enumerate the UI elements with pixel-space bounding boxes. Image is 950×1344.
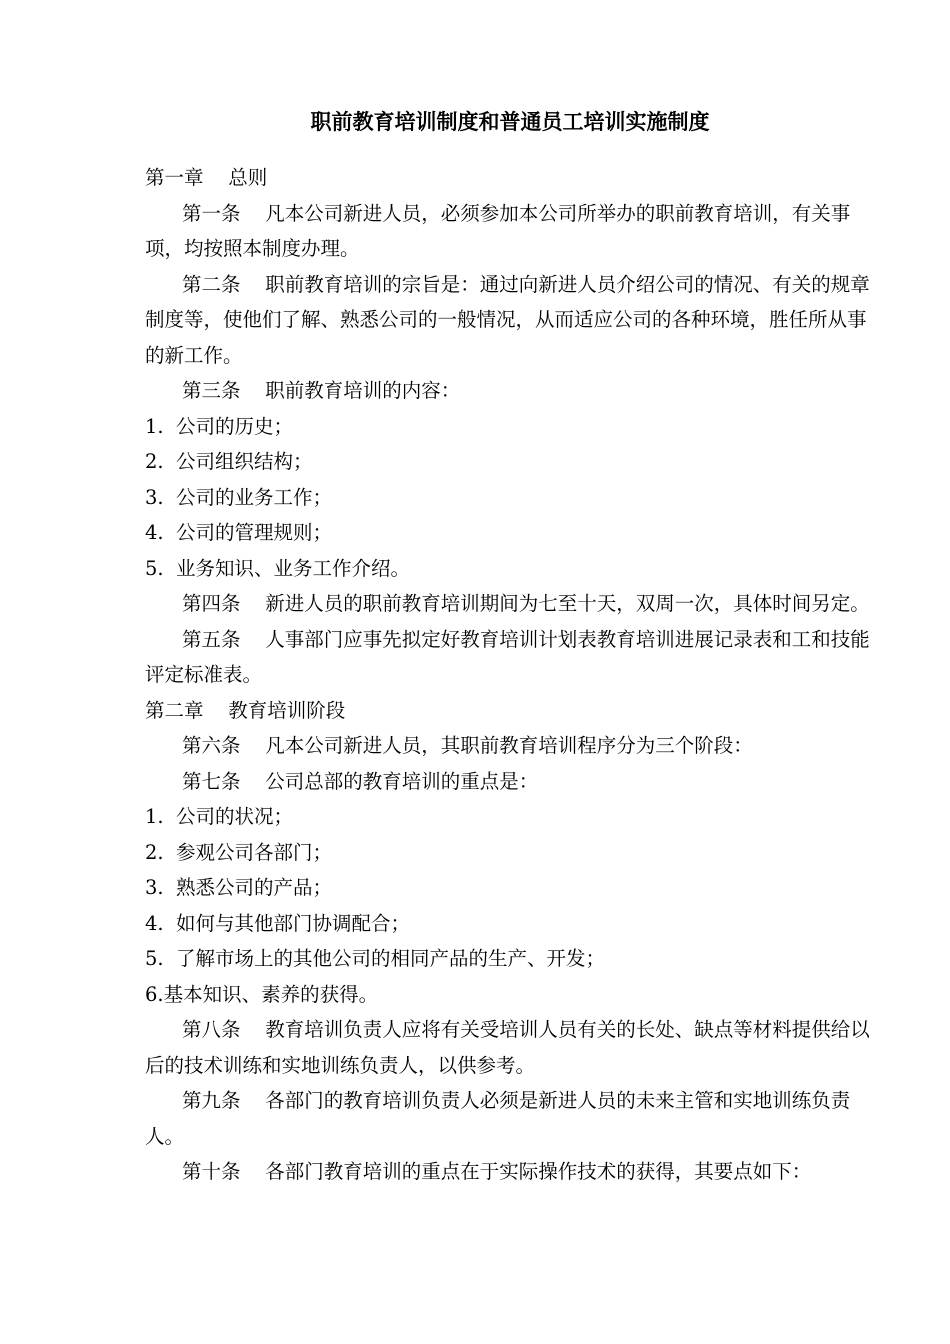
article-paragraph: 第二条 职前教育培训的宗旨是：通过向新进人员介绍公司的情况、有关的规章制度等，使他们了解、熟悉公司的一般情况，从而适应公司的各种环境，胜任所从事的新工作。	[145, 272, 870, 367]
list-item: 4. 公司的管理规则；	[145, 521, 333, 544]
article-paragraph: 第五条 人事部门应事先拟定好教育培训计划表教育培训进展记录表和工和技能评定标准表。	[145, 627, 870, 686]
list-item: 5. 了解市场上的其他公司的相同产品的生产、开发；	[145, 947, 606, 970]
article-paragraph: 第四条 新进人员的职前教育培训期间为七至十天，双周一次，具体时间另定。	[182, 592, 870, 615]
article-paragraph: 第十条 各部门教育培训的重点在于实际操作技术的获得，其要点如下：	[182, 1160, 812, 1183]
article-paragraph: 第三条 职前教育培训的内容：	[182, 379, 461, 402]
chapter-heading: 第二章 教育培训阶段	[145, 698, 346, 722]
list-item: 2. 参观公司各部门；	[145, 840, 333, 864]
article-paragraph: 第八条 教育培训负责人应将有关受培训人员有关的长处、缺点等材料提供给以后的技术训练和实地训练负责人，以供参考。	[145, 1018, 870, 1077]
document-title: 职前教育培训制度和普通员工培训实施制度	[310, 109, 710, 134]
list-item: 1. 公司的状况；	[145, 805, 294, 828]
list-item: 2. 公司组织结构；	[145, 450, 313, 473]
list-item: 3. 熟悉公司的产品；	[145, 876, 333, 899]
document-body	[145, 160, 880, 1190]
article-paragraph: 第七条 公司总部的教育培训的重点是：	[182, 769, 539, 793]
chapter-heading: 第一章 总则	[145, 166, 268, 189]
list-item: 6.基本知识、素养的获得。	[145, 982, 379, 1006]
list-item: 1. 公司的历史；	[145, 414, 294, 438]
article-paragraph: 第一条 凡本公司新进人员，必须参加本公司所举办的职前教育培训，有关事项，均按照本制度办理。	[145, 201, 851, 260]
list-item: 3. 公司的业务工作；	[145, 485, 333, 509]
article-paragraph: 第九条 各部门的教育培训负责人必须是新进人员的未来主管和实地训练负责人。	[145, 1089, 851, 1148]
list-item: 4. 如何与其他部门协调配合；	[145, 911, 411, 935]
list-item: 5. 业务知识、业务工作介绍。	[145, 556, 411, 580]
article-paragraph: 第六条 凡本公司新进人员，其职前教育培训程序分为三个阶段：	[182, 734, 753, 757]
